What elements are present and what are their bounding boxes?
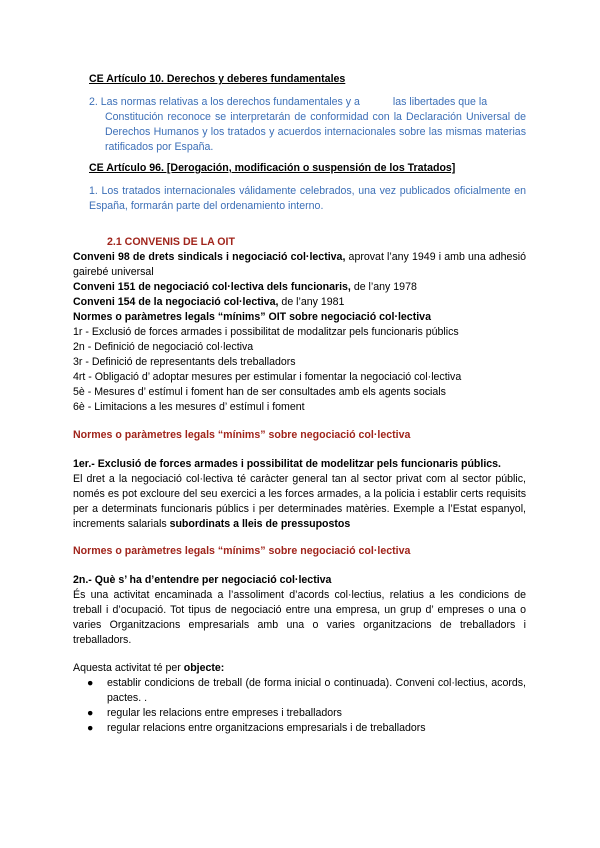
conveni-154-desc: de l’any 1981 <box>278 296 345 308</box>
list-item <box>73 676 526 706</box>
objecte-prefix: Aquesta activitat té per <box>73 662 184 674</box>
list-item <box>73 721 526 736</box>
conveni-98 <box>73 250 526 280</box>
list-item: 2n - Definició de negociació col·lectiva <box>73 341 254 353</box>
art10-heading: CE Artículo 10. Derechos y deberes fundamentales <box>89 73 346 85</box>
conveni-151-name: Conveni 151 de negociació col·lectiva dels funcionaris, <box>73 281 351 293</box>
list-item <box>73 706 526 721</box>
conveni-154-name: Conveni 154 de la negociació col·lectiva, <box>73 296 279 308</box>
list-item: 5è - Mesures d’ estímul i foment han de ser consultades amb els agents socials <box>73 386 446 398</box>
conveni-98-name: Conveni 98 de drets sindicals i negociació col·lectiva, <box>73 251 346 263</box>
bullet-icon: ● <box>87 677 94 689</box>
list-item: 4rt - Obligació d’ adoptar mesures per estimular i fomentar la negociació col·lectiva <box>73 371 462 383</box>
section1-paragraph <box>73 472 526 532</box>
oit-section-title: 2.1 CONVENIS DE LA OIT <box>107 236 235 248</box>
bullet-text: regular relacions entre organitzacions empresarials i de treballadors <box>107 722 426 734</box>
objecte-line <box>73 661 224 676</box>
oit-norms-title: Normes o paràmetres legals “mínims” OIT sobre negociació col·lectiva <box>73 311 431 323</box>
section1-text-bold: subordinats a lleis de pressupostos <box>169 518 351 530</box>
art10-para-a: 2. Las normas relativas a los derechos fundamentales y a <box>89 96 360 108</box>
section1-title: Normes o paràmetres legals “mínims” sobre negociació col·lectiva <box>73 429 411 441</box>
objecte-label: objecte: <box>183 662 225 674</box>
conveni-151 <box>73 280 417 295</box>
section1-subtitle: 1er.- Exclusió de forces armades i possibilitat de modelitzar pels funcionaris públics. <box>73 458 502 470</box>
art10-para-rest: Constitución reconoce se interpretarán de conformidad con la Declaración Universal de Derechos Humanos y los tratados y acuerdos internacionales sobre las mismas materias ratificados por España. <box>105 111 526 153</box>
section2-title: Normes o paràmetres legals “mínims” sobre negociació col·lectiva <box>73 545 411 557</box>
bullet-icon: ● <box>87 722 94 734</box>
conveni-151-desc: de l’any 1978 <box>350 281 417 293</box>
section2-paragraph: És una activitat encaminada a l’assoliment d’acords col·lectius, relatius a les condicions de treball i d’ocupació. Tot tipus de negociació entre una empresa, un grup d’ empreses o una o varies Organitzacions empresarials amb una o varies organitzacions de treballadors i treballadors. <box>73 589 526 646</box>
oit-norms-list <box>73 325 461 415</box>
bullet-text: regular les relacions entre empreses i treballadors <box>107 707 342 719</box>
art10-paragraph <box>89 95 526 155</box>
objecte-bullet-list <box>73 676 526 736</box>
list-item: 3r - Definició de representants dels treballadors <box>73 356 296 368</box>
section1-text: El dret a la negociació col·lectiva té caràcter general tan al sector privat com al sector públic, només es pot excloure del seu exercici a les forces armades, a la policia i establir certs requisits per a determinats funcionaris públics i per determinades matèries. Exemple a l’Estat espanyol, increments salarials <box>73 473 526 530</box>
bullet-text: establir condicions de treball (de forma inicial o continuada). Conveni col·lectius, acords, pactes. . <box>107 677 526 704</box>
conveni-154 <box>73 295 344 310</box>
art96-heading: CE Artículo 96. [Derogación, modificación o suspensión de los Tratados] <box>89 162 456 174</box>
art96-paragraph: 1. Los tratados internacionales válidamente celebrados, una vez publicados oficialmente en España, formarán parte del ordenamiento interno. <box>89 185 526 212</box>
conveni-98-desc: aprovat l’any 1949 i amb una adhesió gairebé universal <box>73 251 526 278</box>
bullet-icon: ● <box>87 707 94 719</box>
list-item: 1r - Exclusió de forces armades i possibilitat de modalitzar pels funcionaris públics <box>73 326 459 338</box>
section2-subtitle: 2n.- Què s’ ha d’entendre per negociació col·lectiva <box>73 574 332 586</box>
art10-para-b: las libertades que la <box>392 96 488 108</box>
list-item: 6è - Limitacions a les mesures d’ estímul i foment <box>73 401 305 413</box>
